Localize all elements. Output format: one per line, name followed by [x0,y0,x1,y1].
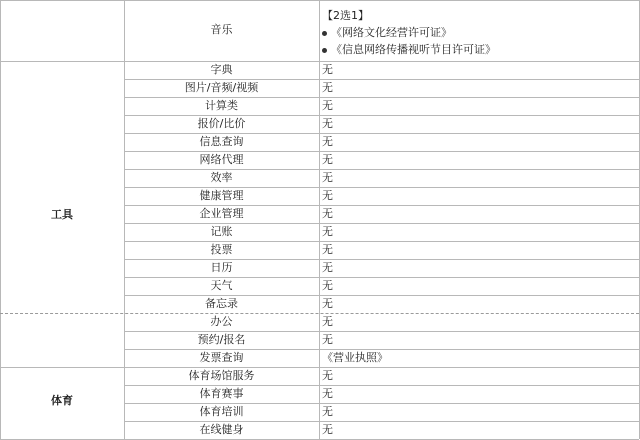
row-item-label: 体育赛事 [199,387,244,400]
row-requirement-value: 无 [322,189,333,202]
row-divider [124,421,639,422]
row-item-label: 记账 [210,225,233,238]
row-divider [124,331,639,332]
license-option: 《网络文化经营许可证》 [322,24,496,41]
row-item-label: 健康管理 [199,189,244,202]
row-divider [124,241,639,242]
column-divider [319,0,320,439]
row-divider [124,259,639,260]
row-requirement-value: 无 [322,171,333,184]
category-tools: 工具 [51,208,73,221]
row-item-label: 报价/比价 [197,117,246,130]
row-requirement-value: 无 [322,225,333,238]
row-item-label: 图片/音频/视频 [184,81,259,94]
row-requirement-value: 无 [322,279,333,292]
row-item-label: 信息查询 [199,135,244,148]
row-requirement-value: 无 [322,207,333,220]
row-requirement-value: 无 [322,387,333,400]
row-requirement-value: 无 [322,117,333,130]
row-item-label: 日历 [210,261,233,274]
row-divider [124,223,639,224]
row-requirement-value: 《营业执照》 [322,351,388,364]
bullet-icon [322,48,327,53]
row-item-label: 天气 [210,279,233,292]
row-item-label: 备忘录 [205,297,238,310]
column-divider [124,0,125,439]
row-divider [124,385,639,386]
row-item-label: 效率 [210,171,233,184]
choose-one-label: 【2选1】 [322,9,369,22]
row-item-label: 体育场馆服务 [188,369,255,382]
row-item-label: 网络代理 [199,153,244,166]
row-divider [124,187,639,188]
row-divider [0,61,639,62]
row-divider [124,79,639,80]
row-requirement-value: 无 [322,405,333,418]
license-option: 《信息网络传播视听节目许可证》 [322,41,496,58]
bullet-icon [322,31,327,36]
row-divider [124,205,639,206]
row-divider [124,133,639,134]
row-divider [124,169,639,170]
category-sports: 体育 [51,394,73,407]
row-divider [124,295,639,296]
row-requirement-value: 无 [322,243,333,256]
row-item-label: 体育培训 [199,405,244,418]
row-divider [124,97,639,98]
row-requirement-value: 无 [322,297,333,310]
row-divider [124,277,639,278]
row-divider [124,403,639,404]
row-item-label: 字典 [210,63,233,76]
row-requirement-value: 无 [322,369,333,382]
header-requirement [322,7,496,58]
row-item-label: 发票查询 [199,351,244,364]
row-item-label: 计算类 [205,99,238,112]
row-requirement-value: 无 [322,153,333,166]
row-divider [124,151,639,152]
row-requirement-value: 无 [322,423,333,436]
row-requirement-value: 无 [322,81,333,94]
row-divider [0,313,639,314]
row-item-label: 预约/报名 [197,333,246,346]
row-requirement-value: 无 [322,315,333,328]
row-requirement-value: 无 [322,63,333,76]
row-item-label: 企业管理 [199,207,244,220]
row-item-label: 办公 [210,315,233,328]
row-requirement-value: 无 [322,99,333,112]
row-requirement-value: 无 [322,135,333,148]
header-item-music: 音乐 [210,23,233,36]
row-divider [0,367,639,368]
row-divider [124,349,639,350]
column-divider [0,0,1,439]
row-item-label: 在线健身 [199,423,244,436]
row-requirement-value: 无 [322,333,333,346]
row-requirement-value: 无 [322,261,333,274]
row-item-label: 投票 [210,243,233,256]
row-divider [124,115,639,116]
